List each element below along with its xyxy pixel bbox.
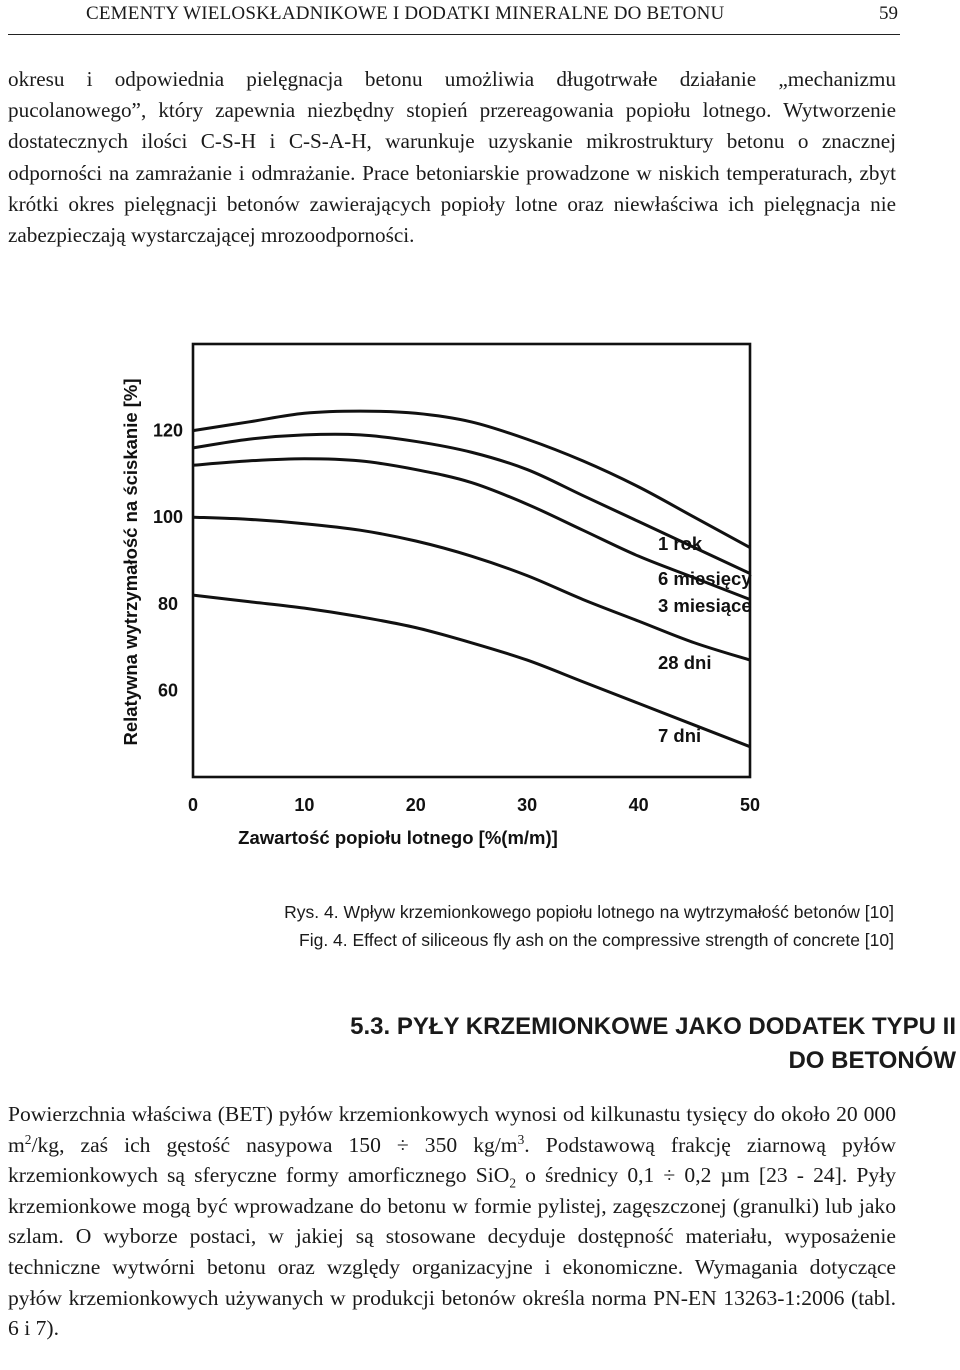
x-axis-label: Zawartość popiołu lotnego [%(m/m)] (238, 827, 558, 848)
section-title-line-2: DO BETONÓW (788, 1047, 956, 1074)
fly-ash-strength-chart (100, 330, 800, 870)
x-tick-label-4: 30 (517, 795, 538, 815)
para2-text-3: . Podstawową frakcję ziarnową pyłów krzemionkowych są sferyczne formy amorficznego SiO (8, 1132, 896, 1188)
body-paragraph-2 (8, 1099, 896, 1344)
running-header (8, 0, 900, 35)
y-axis-label: Relatywna wytrzymałość na ściskanie [%] (120, 378, 141, 746)
figure-4 (100, 330, 800, 870)
para2-text-4: o średnicy 0,1 ÷ 0,2 µm [23 - 24]. Pyły krzemionkowe mogą być wprowadzane do betonu w formie pylistej, zagęszczonej (granulki) lub jako szlam. O wyborze postaci, w jakiej są stosowane decyduje dostępność materiału, wyposażenie techniczne wytwórni betonu oraz względy organizacyjne i ekonomiczne. Wymagania dotyczące pyłów krzemionkowych używanych w produkcji betonów określa norma PN-EN 13263-1:2006 (tabl. 6 i 7). (8, 1163, 896, 1341)
series-label-4: 28 dni (658, 652, 712, 673)
running-title: CEMENTY WIELOSKŁADNIKOWE I DODATKI MINERALNE DO BETONU (86, 3, 725, 24)
series-label-5: 7 dni (658, 725, 702, 746)
para2-text-2: /kg, zaś ich gęstość nasypowa 150 ÷ 350 kg/m (31, 1132, 518, 1157)
figure-caption-pl: Rys. 4. Wpływ krzemionkowego popiołu lotnego na wytrzymałość betonów [10] (284, 902, 894, 922)
series-labels (658, 533, 752, 746)
y-tick-label-3: 100 (152, 507, 184, 528)
series-label-1: 1 rok (658, 533, 703, 554)
body-paragraph-1: okresu i odpowiednia pielęgnacja betonu umożliwia długotrwałe działanie „mechanizmu pucolanowego”, który zapewnia niezbędny stopień przereagowania popiołu lotnego. Wytworzenie dostatecznych ilości C-S-H i C-S-A-H, warunkuje uzyskanie mikrostruktury betonu o znacznej odporności na zamrażanie i odmrażanie. Prace betoniarskie prowadzone w niskich temperaturach, zbyt krótki okres pielęgnacji betonów zawierających popioły lotne oraz niewłaściwa ich pielęgnacja nie zabezpieczają wystarczającej mrozoodporności. (8, 67, 896, 248)
y-tick-labels (153, 421, 183, 701)
para2-sup-1: 2 (24, 1131, 32, 1147)
x-tick-labels (188, 795, 760, 815)
y-tick-label-4: 120 (152, 420, 184, 441)
x-tick-label-5: 40 (628, 795, 649, 815)
series-label-3: 3 miesiące (658, 595, 752, 616)
x-tick-label-3: 20 (405, 795, 426, 815)
y-tick-label-2: 80 (157, 593, 179, 614)
page-number: 59 (879, 3, 898, 24)
para2-sub-1: 2 (509, 1175, 516, 1191)
para2-sup-2: 3 (517, 1131, 525, 1147)
section-title-line-1: 5.3. PYŁY KRZEMIONKOWE JAKO DODATEK TYPU II (350, 1013, 956, 1040)
para2-text-1: Powierzchnia właściwa (BET) pyłów krzemionkowych wynosi od kilkunastu tysięcy do około 20 000 m (8, 1102, 896, 1157)
x-tick-label-2: 10 (294, 795, 315, 815)
plot-frame (193, 344, 750, 777)
x-tick-label-1: 0 (187, 795, 199, 815)
series-line-1 (193, 411, 750, 547)
figure-caption-en: Fig. 4. Effect of siliceous fly ash on the compressive strength of concrete [10] (299, 930, 894, 950)
series-label-2: 6 miesięcy (658, 568, 752, 589)
x-tick-label-6: 50 (739, 795, 761, 815)
y-tick-label-1: 60 (157, 680, 179, 701)
